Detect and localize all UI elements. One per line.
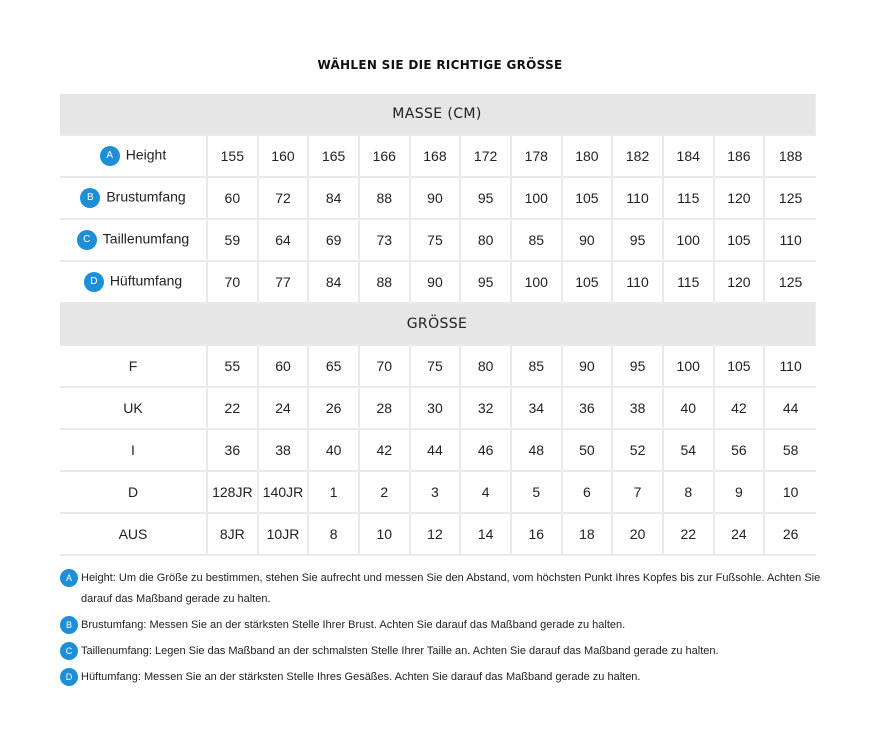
table-cell: 182 [613,136,664,178]
row-label: D [127,484,139,500]
table-cell: 18 [563,514,614,556]
row-label-cell [60,262,208,304]
table-row [60,220,816,262]
table-cell: 22 [208,388,259,430]
table-cell: 110 [765,346,816,388]
table-cell: 188 [765,136,816,178]
table-cell: 55 [208,346,259,388]
table-cell: 100 [512,178,563,220]
row-label-cell [60,220,208,262]
table-cell: 166 [360,136,411,178]
table-cell: 8 [664,472,715,514]
table-cell: 90 [411,262,462,304]
table-cell: 70 [360,346,411,388]
table-cell: 120 [715,262,766,304]
table-cell: 34 [512,388,563,430]
row-label: AUS [118,526,148,542]
table-cell: 125 [765,178,816,220]
table-cell: 60 [208,178,259,220]
table-cell: 110 [613,178,664,220]
table-cell: 100 [664,346,715,388]
table-cell: 73 [360,220,411,262]
note-item [60,615,840,636]
table-cell: 70 [208,262,259,304]
table-cell: 26 [309,388,360,430]
table-cell: 165 [309,136,360,178]
table-cell: 6 [563,472,614,514]
measure-badge-icon: B [60,616,78,634]
measure-badge-icon: D [60,668,78,686]
table-cell: 59 [208,220,259,262]
table-cell: 115 [664,262,715,304]
table-cell: 90 [411,178,462,220]
table-cell: 72 [259,178,310,220]
table-cell: 172 [461,136,512,178]
row-label: UK [123,400,143,416]
table-cell: 38 [613,388,664,430]
table-cell: 90 [563,346,614,388]
table-cell: 40 [309,430,360,472]
table-cell: 10 [765,472,816,514]
table-row [60,388,816,430]
table-cell: 155 [208,136,259,178]
table-cell: 110 [613,262,664,304]
table-cell: 36 [563,388,614,430]
table-cell: 1 [309,472,360,514]
table-cell: 48 [512,430,563,472]
row-label-cell [60,514,208,556]
row-label: Brustumfang [106,188,186,205]
table-cell: 69 [309,220,360,262]
table-cell: 95 [613,346,664,388]
table-cell: 84 [309,262,360,304]
note-item [60,568,840,610]
note-item [60,667,840,688]
table-cell: 60 [259,346,310,388]
table-cell: 88 [360,262,411,304]
row-label-cell [60,430,208,472]
table-cell: 20 [613,514,664,556]
table-cell: 85 [512,220,563,262]
row-label: Hüftumfang [109,272,183,289]
table-row [60,430,816,472]
measurement-notes [60,568,840,693]
row-label-cell [60,178,208,220]
table-cell: 80 [461,220,512,262]
table-cell: 44 [411,430,462,472]
table-cell: 22 [664,514,715,556]
table-cell: 105 [563,178,614,220]
table-cell: 178 [512,136,563,178]
table-cell: 180 [563,136,614,178]
size-chart-table [60,94,816,556]
table-cell: 90 [563,220,614,262]
table-cell: 8 [309,514,360,556]
table-cell: 7 [613,472,664,514]
table-cell: 3 [411,472,462,514]
table-cell: 32 [461,388,512,430]
table-cell: 105 [715,220,766,262]
table-cell: 42 [360,430,411,472]
table-cell: 50 [563,430,614,472]
table-row [60,472,816,514]
table-cell: 12 [411,514,462,556]
table-cell: 85 [512,346,563,388]
row-label-cell [60,346,208,388]
table-cell: 75 [411,346,462,388]
table-cell: 75 [411,220,462,262]
table-cell: 24 [715,514,766,556]
table-cell: 44 [765,388,816,430]
table-cell: 184 [664,136,715,178]
table-row [60,136,816,178]
table-cell: 58 [765,430,816,472]
row-label-cell [60,472,208,514]
table-cell: 42 [715,388,766,430]
section-heading: MASSE (CM) [60,94,816,136]
measure-badge-icon: A [100,146,120,166]
table-cell: 100 [512,262,563,304]
table-cell: 30 [411,388,462,430]
note-text: Height: Um die Größe zu bestimmen, stehen Sie aufrecht und messen Sie den Abstand, vom höchsten Punkt Ihres Kopfes bis zur Fußsohle. Achten Sie darauf das Maßband gerade zu halten. [81,572,821,605]
page-title: WÄHLEN SIE DIE RICHTIGE GRÖSSE [317,58,563,72]
table-cell: 9 [715,472,766,514]
section-header-row [60,94,816,136]
row-label: F [128,358,138,374]
table-row [60,178,816,220]
table-cell: 26 [765,514,816,556]
table-cell: 16 [512,514,563,556]
table-cell: 84 [309,178,360,220]
table-cell: 105 [563,262,614,304]
table-cell: 186 [715,136,766,178]
table-row [60,262,816,304]
table-cell: 80 [461,346,512,388]
table-cell: 64 [259,220,310,262]
table-cell: 52 [613,430,664,472]
table-cell: 95 [613,220,664,262]
note-text: Brustumfang: Messen Sie an der stärksten Stelle Ihrer Brust. Achten Sie darauf das Maßband gerade zu halten. [81,619,626,631]
measure-badge-icon: D [84,272,104,292]
note-text: Taillenumfang: Legen Sie das Maßband an der schmalsten Stelle Ihrer Taille an. Achten Sie darauf das Maßband gerade zu halten. [81,645,719,657]
row-label: I [131,442,135,458]
table-cell: 140JR [259,472,310,514]
table-cell: 10 [360,514,411,556]
table-cell: 14 [461,514,512,556]
measure-badge-icon: A [60,569,78,587]
table-cell: 28 [360,388,411,430]
table-cell: 38 [259,430,310,472]
table-cell: 160 [259,136,310,178]
row-label-cell [60,136,208,178]
table-cell: 95 [461,178,512,220]
table-cell: 2 [360,472,411,514]
measure-badge-icon: C [60,642,78,660]
row-label: Taillenumfang [102,230,190,247]
table-cell: 95 [461,262,512,304]
table-cell: 10JR [259,514,310,556]
measure-badge-icon: B [80,188,100,208]
table-cell: 110 [765,220,816,262]
table-cell: 40 [664,388,715,430]
table-cell: 5 [512,472,563,514]
note-item [60,641,840,662]
section-heading: GRÖSSE [60,304,816,346]
table-cell: 65 [309,346,360,388]
table-cell: 36 [208,430,259,472]
table-cell: 100 [664,220,715,262]
table-cell: 54 [664,430,715,472]
measure-badge-icon: C [77,230,97,250]
section-header-row [60,304,816,346]
table-row [60,514,816,556]
table-cell: 128JR [208,472,259,514]
table-cell: 24 [259,388,310,430]
table-cell: 46 [461,430,512,472]
table-cell: 8JR [208,514,259,556]
table-cell: 77 [259,262,310,304]
table-cell: 4 [461,472,512,514]
row-label-cell [60,388,208,430]
table-cell: 115 [664,178,715,220]
table-cell: 56 [715,430,766,472]
table-cell: 125 [765,262,816,304]
table-cell: 88 [360,178,411,220]
row-label: Height [125,146,167,163]
table-row [60,346,816,388]
table-cell: 120 [715,178,766,220]
table-cell: 105 [715,346,766,388]
note-text: Hüftumfang: Messen Sie an der stärksten Stelle Ihres Gesäßes. Achten Sie darauf das Maßband gerade zu halten. [81,671,641,683]
table-cell: 168 [411,136,462,178]
